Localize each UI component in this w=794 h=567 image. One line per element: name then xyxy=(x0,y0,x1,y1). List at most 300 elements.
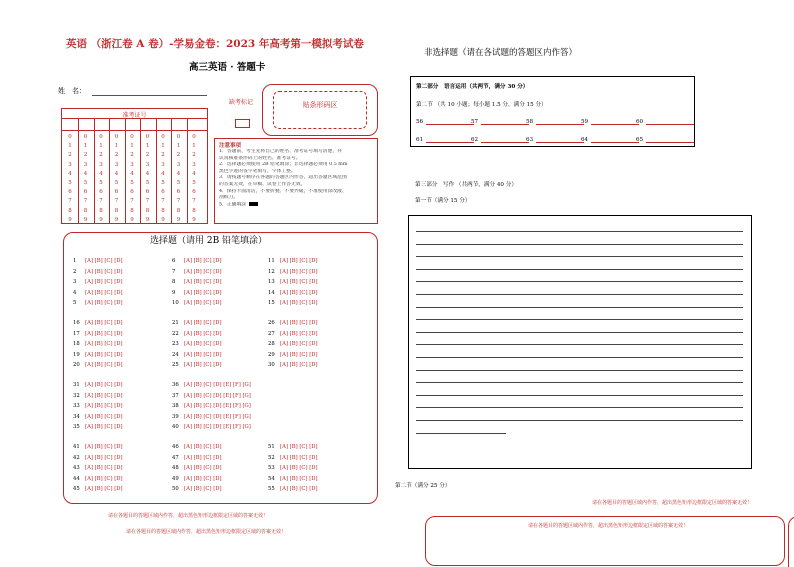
choice-options[interactable]: [A] [B] [C] [D] xyxy=(85,392,123,399)
choice-question[interactable] xyxy=(73,300,123,306)
choice-options[interactable]: [A] [B] [C] [D] [E] [F] [G] xyxy=(184,382,251,388)
exam-id-digit[interactable]: 4 xyxy=(83,170,88,177)
name-field[interactable] xyxy=(92,95,207,96)
choice-options[interactable]: [A] [B] [C] [D] xyxy=(280,465,318,472)
exam-id-digit[interactable]: 4 xyxy=(145,170,150,177)
choice-question[interactable] xyxy=(172,300,222,306)
choice-question[interactable] xyxy=(268,444,318,450)
choice-options[interactable]: [A] [B] [C] [D] xyxy=(85,444,123,450)
question-number: 32 xyxy=(73,392,80,399)
exam-id-digit[interactable]: 9 xyxy=(68,216,72,223)
writing-line xyxy=(416,244,743,245)
exam-id-digit[interactable]: 6 xyxy=(176,189,181,196)
choice-question[interactable] xyxy=(172,352,222,358)
exam-id-column xyxy=(96,133,106,225)
choice-options[interactable]: [A] [B] [C] [D] xyxy=(280,300,318,307)
blank-input[interactable] xyxy=(536,118,584,125)
question-number: 29 xyxy=(268,351,275,358)
choice-options[interactable]: [A] [B] [C] [D] xyxy=(85,330,123,337)
choice-question[interactable] xyxy=(73,258,123,264)
choice-options[interactable]: [A] [B] [C] [D] xyxy=(85,258,123,264)
choice-question[interactable] xyxy=(268,486,318,492)
choice-options[interactable]: [A] [B] [C] [D] xyxy=(280,454,318,461)
exam-id-digit[interactable]: 7 xyxy=(83,198,88,205)
choice-options[interactable]: [A] [B] [C] [D] xyxy=(85,289,123,296)
exam-id-digit[interactable]: 1 xyxy=(130,143,134,150)
writing-line xyxy=(416,395,743,396)
exam-id-digit[interactable]: 2 xyxy=(114,152,119,159)
blank-input[interactable] xyxy=(426,136,474,143)
exam-id-digit[interactable]: 9 xyxy=(176,216,181,223)
choice-question[interactable] xyxy=(73,279,123,285)
choice-question[interactable] xyxy=(172,269,222,275)
choice-options[interactable]: [A] [B] [C] [D] xyxy=(280,289,318,296)
exam-id-digit[interactable]: 0 xyxy=(68,134,72,140)
blank-item xyxy=(636,136,694,143)
choice-options[interactable]: [A] [B] [C] [D] xyxy=(85,351,123,358)
writing-line xyxy=(416,294,743,295)
exam-id-digit[interactable]: 7 xyxy=(114,198,119,205)
blank-number: 57 xyxy=(471,119,479,125)
choice-options[interactable]: [A] [B] [C] [D] xyxy=(85,454,123,461)
choice-question[interactable] xyxy=(268,279,318,285)
exam-id-digit[interactable]: 3 xyxy=(130,161,134,168)
choice-question[interactable] xyxy=(172,320,222,326)
choice-options[interactable]: [A] [B] [C] [D] xyxy=(85,341,123,348)
blank-input[interactable] xyxy=(591,118,639,125)
exam-id-digit[interactable]: 2 xyxy=(145,152,150,159)
notice-line: 1．答题前，考生先将自己的姓名、准考证号填写清楚，并 xyxy=(219,149,342,154)
choice-question[interactable] xyxy=(268,476,318,482)
blank-input[interactable] xyxy=(481,118,529,125)
exam-id-column xyxy=(143,133,153,225)
exam-id-digit[interactable]: 5 xyxy=(83,180,88,187)
exam-id-digit[interactable]: 9 xyxy=(145,216,150,223)
exam-id-digit[interactable]: 5 xyxy=(176,180,181,187)
question-number: 21 xyxy=(172,320,179,326)
choice-options[interactable]: [A] [B] [C] [D] xyxy=(280,320,318,326)
question-number: 1 xyxy=(73,258,77,264)
part3-label: 第三部分 写作 （共两节，满分 40 分） xyxy=(415,182,517,188)
question-number: 13 xyxy=(268,279,275,286)
choice-options[interactable]: [A] [B] [C] [D] xyxy=(184,320,222,326)
exam-id-digit[interactable]: 3 xyxy=(161,161,165,168)
exam-id-digit[interactable]: 1 xyxy=(68,143,72,150)
question-number: 12 xyxy=(268,268,275,275)
choice-options[interactable]: [A] [B] [C] [D] xyxy=(280,475,318,482)
notice-line: 4．保持卡面清洁，不要折叠、不要弄破，不准使用涂改液、 xyxy=(219,188,347,194)
choice-question[interactable] xyxy=(172,393,251,399)
exam-id-digit[interactable]: 5 xyxy=(192,180,196,187)
choice-question[interactable] xyxy=(73,331,123,337)
choice-question[interactable] xyxy=(268,300,318,306)
exam-id-digit[interactable]: 1 xyxy=(83,143,88,150)
exam-id-digit[interactable]: 4 xyxy=(161,170,165,177)
exam-id-digit[interactable]: 3 xyxy=(192,161,196,168)
blank-number: 58 xyxy=(526,119,534,125)
exam-id-digit[interactable]: 1 xyxy=(176,143,181,150)
choice-options[interactable]: [A] [B] [C] [D] xyxy=(280,362,318,369)
question-number: 5 xyxy=(73,300,77,307)
exam-id-column xyxy=(81,133,91,225)
choice-options[interactable]: [A] [B] [C] [D] xyxy=(280,341,318,348)
choice-question[interactable] xyxy=(172,279,222,285)
exam-id-digit[interactable]: 6 xyxy=(99,189,103,196)
blank-item xyxy=(471,118,529,125)
choice-question[interactable] xyxy=(268,269,318,275)
question-number: 47 xyxy=(172,454,179,461)
blank-item xyxy=(471,136,529,143)
choice-options[interactable]: [A] [B] [C] [D] xyxy=(85,403,123,410)
choice-question[interactable] xyxy=(73,320,123,326)
question-number: 8 xyxy=(172,279,176,286)
blank-number: 56 xyxy=(416,119,424,125)
choice-options[interactable]: [A] [B] [C] [D] xyxy=(85,475,123,482)
choice-options[interactable]: [A] [B] [C] [D] xyxy=(85,382,123,388)
choice-question[interactable] xyxy=(73,444,123,450)
notice-line: 黑色字迹的签字笔填写，字体工整。 xyxy=(219,168,296,174)
choice-title: 选择题（请用 2B 铅笔填涂） xyxy=(150,236,268,246)
exam-id-digit[interactable]: 8 xyxy=(114,207,119,214)
choice-question[interactable] xyxy=(73,476,123,482)
exam-id-digit[interactable]: 8 xyxy=(145,207,150,214)
choice-question[interactable] xyxy=(73,393,123,399)
question-number: 2 xyxy=(73,268,77,275)
page-warning-right: 请在各题目的答题区域内作答，超出黑色矩形边框限定区域的答案无效！ xyxy=(528,523,689,529)
question-number: 46 xyxy=(172,444,179,450)
choice-question[interactable] xyxy=(268,258,318,264)
blank-number: 64 xyxy=(581,137,589,143)
choice-question[interactable] xyxy=(73,455,123,461)
choice-options[interactable]: [A] [B] [C] [D] xyxy=(280,258,318,264)
exam-id-digit[interactable]: 7 xyxy=(130,198,134,205)
choice-question[interactable] xyxy=(172,290,222,296)
exam-id-digit[interactable]: 8 xyxy=(83,207,88,214)
exam-id-digit[interactable]: 9 xyxy=(192,216,196,223)
choice-question[interactable] xyxy=(172,476,222,482)
question-number: 36 xyxy=(172,382,179,388)
choice-options[interactable]: [A] [B] [C] [D] xyxy=(85,486,123,493)
exam-id-digit[interactable]: 7 xyxy=(145,198,150,205)
exam-id-digit[interactable]: 9 xyxy=(83,216,88,223)
blank-input[interactable] xyxy=(536,136,584,143)
blank-number: 61 xyxy=(416,137,424,143)
choice-question[interactable] xyxy=(172,341,222,347)
exam-id-digit[interactable]: 2 xyxy=(176,152,181,159)
choice-options[interactable]: [A] [B] [C] [D] xyxy=(184,258,222,264)
blank-input[interactable] xyxy=(646,118,694,125)
choice-question[interactable] xyxy=(172,455,222,461)
exam-id-digit[interactable]: 0 xyxy=(114,134,119,140)
question-number: 20 xyxy=(73,362,80,369)
choice-options[interactable]: [A] [B] [C] [D] [E] [F] [G] xyxy=(184,424,251,431)
choice-options[interactable]: [A] [B] [C] [D] xyxy=(280,351,318,358)
exam-id-digit[interactable]: 5 xyxy=(161,180,165,187)
exam-id-digit[interactable]: 2 xyxy=(130,152,134,159)
exam-id-digit[interactable]: 3 xyxy=(83,161,88,168)
question-number: 14 xyxy=(268,289,275,296)
choice-options[interactable]: [A] [B] [C] [D] xyxy=(85,424,123,431)
choice-question[interactable] xyxy=(172,258,222,264)
choice-question[interactable] xyxy=(73,382,123,388)
choice-options[interactable]: [A] [B] [C] [D] xyxy=(184,341,222,348)
choice-options[interactable]: [A] [B] [C] [D] xyxy=(184,444,222,450)
exam-id-digit[interactable]: 8 xyxy=(192,207,196,214)
exam-id-digit[interactable]: 9 xyxy=(114,216,119,223)
choice-question[interactable] xyxy=(73,465,123,471)
choice-question[interactable] xyxy=(268,352,318,358)
question-number: 52 xyxy=(268,454,275,461)
question-number: 55 xyxy=(268,486,275,493)
exam-id-digit[interactable]: 3 xyxy=(68,161,72,168)
exam-id-digit[interactable]: 8 xyxy=(176,207,181,214)
choice-options[interactable]: [A] [B] [C] [D] xyxy=(85,362,123,369)
exam-id-digit[interactable]: 4 xyxy=(192,170,196,177)
choice-options[interactable]: [A] [B] [C] [D] xyxy=(184,454,222,461)
choice-options[interactable]: [A] [B] [C] [D] xyxy=(280,279,318,286)
question-number: 10 xyxy=(172,300,179,307)
writing-line xyxy=(416,407,743,408)
question-number: 50 xyxy=(172,486,179,493)
choice-options[interactable]: [A] [B] [C] [D] xyxy=(280,444,318,450)
blank-input[interactable] xyxy=(481,136,529,143)
question-number: 7 xyxy=(172,268,176,275)
question-number: 30 xyxy=(268,362,275,369)
choice-options[interactable]: [A] [B] [C] [D] xyxy=(184,486,222,493)
exam-id-digit[interactable]: 3 xyxy=(176,161,181,168)
question-number: 53 xyxy=(268,465,275,472)
choice-options[interactable]: [A] [B] [C] [D] xyxy=(184,279,222,286)
choice-options[interactable]: [A] [B] [C] [D] xyxy=(184,300,222,307)
exam-id-digit[interactable]: 5 xyxy=(114,180,119,187)
blank-input[interactable] xyxy=(646,136,694,143)
exam-id-digit[interactable]: 4 xyxy=(68,170,72,177)
exam-id-digit[interactable]: 5 xyxy=(99,180,103,187)
exam-id-digit[interactable]: 7 xyxy=(192,198,196,205)
blank-number: 63 xyxy=(526,137,534,143)
exam-id-digit[interactable]: 0 xyxy=(145,134,150,140)
exam-id-digit[interactable]: 9 xyxy=(130,216,134,223)
question-number: 25 xyxy=(172,362,179,369)
exam-id-digit[interactable]: 0 xyxy=(99,134,103,140)
exam-id-digit[interactable]: 6 xyxy=(130,189,134,196)
exam-id-digit[interactable]: 0 xyxy=(161,134,165,140)
choice-question[interactable] xyxy=(172,465,222,471)
exam-id-digit[interactable]: 1 xyxy=(161,143,165,150)
exam-id-digit[interactable]: 4 xyxy=(130,170,134,177)
choice-options[interactable]: [A] [B] [C] [D] xyxy=(184,268,222,275)
choice-question[interactable] xyxy=(268,455,318,461)
choice-question[interactable] xyxy=(73,486,123,492)
writing-line xyxy=(416,269,743,270)
exam-id-digit[interactable]: 3 xyxy=(145,161,150,168)
writing-line xyxy=(416,256,743,257)
choice-options[interactable]: [A] [B] [C] [D] xyxy=(85,413,123,420)
writing-line xyxy=(416,231,743,232)
choice-options[interactable]: [A] [B] [C] [D] xyxy=(184,289,222,296)
choice-options[interactable]: [A] [B] [C] [D] xyxy=(184,330,222,337)
exam-id-digit[interactable]: 5 xyxy=(130,180,134,187)
question-number: 4 xyxy=(73,289,77,296)
exam-id-digit[interactable]: 6 xyxy=(145,189,150,196)
exam-id-digit[interactable]: 0 xyxy=(192,134,196,140)
writing-line xyxy=(416,357,743,358)
notice-line: 的答案无效，在草稿、试卷上作答无效。 xyxy=(219,181,306,187)
blank-item xyxy=(416,136,474,143)
choice-question[interactable] xyxy=(172,444,222,450)
question-number: 9 xyxy=(172,289,176,296)
choice-question[interactable] xyxy=(268,331,318,337)
choice-question[interactable] xyxy=(268,362,318,368)
exam-id-digit[interactable]: 7 xyxy=(176,198,181,205)
choice-question[interactable] xyxy=(172,362,222,368)
exam-id-digit[interactable]: 2 xyxy=(83,152,88,159)
choice-question[interactable] xyxy=(172,414,251,420)
exam-id-digit[interactable]: 8 xyxy=(161,207,165,214)
choice-options[interactable]: [A] [B] [C] [D] xyxy=(280,486,318,493)
question-number: 26 xyxy=(268,320,275,326)
exam-id-digit[interactable]: 2 xyxy=(68,152,72,159)
exam-id-column xyxy=(189,133,199,225)
choice-options[interactable]: [A] [B] [C] [D] xyxy=(184,475,222,482)
choice-options[interactable]: [A] [B] [C] [D] xyxy=(85,320,123,326)
choice-options[interactable]: [A] [B] [C] [D] [E] [F] [G] xyxy=(184,403,251,410)
exam-id-digit[interactable]: 4 xyxy=(114,170,119,177)
choice-options[interactable]: [A] [B] [C] [D] [E] [F] [G] xyxy=(184,392,251,399)
exam-id-digit[interactable]: 6 xyxy=(68,189,72,196)
writing-line xyxy=(416,332,743,333)
question-number: 41 xyxy=(73,444,80,450)
choice-options[interactable]: [A] [B] [C] [D] xyxy=(280,268,318,275)
choice-question[interactable] xyxy=(172,486,222,492)
writing-line xyxy=(416,420,743,421)
blank-input[interactable] xyxy=(591,136,639,143)
choice-question[interactable] xyxy=(268,465,318,471)
question-number: 19 xyxy=(73,351,80,358)
exam-id-digit[interactable]: 6 xyxy=(161,189,165,196)
choice-question[interactable] xyxy=(73,269,123,275)
choice-options[interactable]: [A] [B] [C] [D] xyxy=(184,351,222,358)
choice-question[interactable] xyxy=(73,362,123,368)
choice-question[interactable] xyxy=(172,424,251,430)
exam-id-digit[interactable]: 0 xyxy=(130,134,134,140)
question-number: 28 xyxy=(268,341,275,348)
exam-id-digit[interactable]: 2 xyxy=(192,152,196,159)
exam-id-digit[interactable]: 7 xyxy=(161,198,165,205)
choice-options[interactable]: [A] [B] [C] [D] xyxy=(280,330,318,337)
exam-id-digit[interactable]: 1 xyxy=(114,143,119,150)
choice-question[interactable] xyxy=(268,320,318,326)
writing-area[interactable] xyxy=(408,215,752,469)
exam-id-column xyxy=(158,133,168,225)
exam-id-digit[interactable]: 0 xyxy=(83,134,88,140)
exam-id-digit[interactable]: 2 xyxy=(99,152,103,159)
exam-id-digit[interactable]: 5 xyxy=(145,180,150,187)
notice-line: 刮纸刀。 xyxy=(219,195,239,201)
exam-id-digit[interactable]: 8 xyxy=(99,207,103,214)
choice-options[interactable]: [A] [B] [C] [D] xyxy=(85,279,123,286)
exam-id-digit[interactable]: 1 xyxy=(145,143,150,150)
question-number: 6 xyxy=(172,258,176,264)
exam-id-column xyxy=(127,133,137,225)
exam-id-digit[interactable]: 2 xyxy=(161,152,165,159)
exam-id-digit[interactable]: 3 xyxy=(99,161,103,168)
choice-question[interactable] xyxy=(73,341,123,347)
exam-id-digit[interactable]: 7 xyxy=(68,198,72,205)
choice-question[interactable] xyxy=(73,414,123,420)
exam-id-label: 准考证号 xyxy=(122,112,147,119)
choice-options[interactable]: [A] [B] [C] [D] xyxy=(85,300,123,307)
exam-id-digit[interactable]: 1 xyxy=(192,143,196,150)
exam-id-digit[interactable]: 4 xyxy=(176,170,181,177)
fill-example-mark xyxy=(249,202,258,206)
exam-id-digit[interactable]: 9 xyxy=(161,216,165,223)
question-number: 15 xyxy=(268,300,275,307)
section2-label: 第二节 （共 10 小题；每小题 1.5 分，满分 15 分） xyxy=(416,102,547,108)
exam-id-box xyxy=(61,108,208,224)
question-number: 23 xyxy=(172,341,179,348)
absent-checkbox[interactable] xyxy=(235,119,250,128)
edge-box xyxy=(788,516,794,567)
choice-question[interactable] xyxy=(73,290,123,296)
choice-options[interactable]: [A] [B] [C] [D] xyxy=(85,465,123,472)
question-number: 18 xyxy=(73,341,80,348)
choice-question[interactable] xyxy=(73,424,123,430)
question-number: 37 xyxy=(172,392,179,399)
choice-question[interactable] xyxy=(268,341,318,347)
choice-options[interactable]: [A] [B] [C] [D] xyxy=(184,362,222,369)
question-number: 34 xyxy=(73,413,80,420)
question-number: 33 xyxy=(73,403,80,410)
question-number: 43 xyxy=(73,465,80,472)
question-number: 17 xyxy=(73,330,80,337)
question-number: 3 xyxy=(73,279,77,286)
exam-id-digit[interactable]: 8 xyxy=(68,207,72,214)
question-number: 39 xyxy=(172,413,179,420)
exam-id-digit[interactable]: 3 xyxy=(114,161,119,168)
choice-options[interactable]: [A] [B] [C] [D] xyxy=(85,268,123,275)
blank-input[interactable] xyxy=(426,118,474,125)
exam-id-digit[interactable]: 6 xyxy=(192,189,196,196)
choice-question[interactable] xyxy=(73,352,123,358)
question-number: 54 xyxy=(268,475,275,482)
question-number: 49 xyxy=(172,475,179,482)
exam-id-digit[interactable]: 7 xyxy=(99,198,103,205)
exam-id-digit[interactable]: 4 xyxy=(99,170,103,177)
question-number: 45 xyxy=(73,486,80,493)
choice-options[interactable]: [A] [B] [C] [D] xyxy=(184,465,222,472)
exam-id-column xyxy=(65,133,75,225)
question-number: 48 xyxy=(172,465,179,472)
exam-id-digit[interactable]: 6 xyxy=(83,189,88,196)
exam-id-digit[interactable]: 9 xyxy=(99,216,103,223)
choice-question[interactable] xyxy=(172,331,222,337)
exam-id-digit[interactable]: 0 xyxy=(176,134,181,140)
choice-question[interactable] xyxy=(73,403,123,409)
choice-options[interactable]: [A] [B] [C] [D] [E] [F] [G] xyxy=(184,413,251,420)
exam-id-digit[interactable]: 1 xyxy=(99,143,103,150)
part2-label: 第二部分 语言运用（共两节，满分 30 分） xyxy=(416,84,529,90)
exam-id-digit[interactable]: 6 xyxy=(114,189,119,196)
exam-id-digit[interactable]: 5 xyxy=(68,180,72,187)
choice-question[interactable] xyxy=(172,382,251,388)
choice-question[interactable] xyxy=(172,403,251,409)
writing-line xyxy=(416,281,743,282)
writing-line xyxy=(416,370,743,371)
question-number: 16 xyxy=(73,320,80,326)
choice-question[interactable] xyxy=(268,290,318,296)
exam-id-digit[interactable]: 8 xyxy=(130,207,134,214)
